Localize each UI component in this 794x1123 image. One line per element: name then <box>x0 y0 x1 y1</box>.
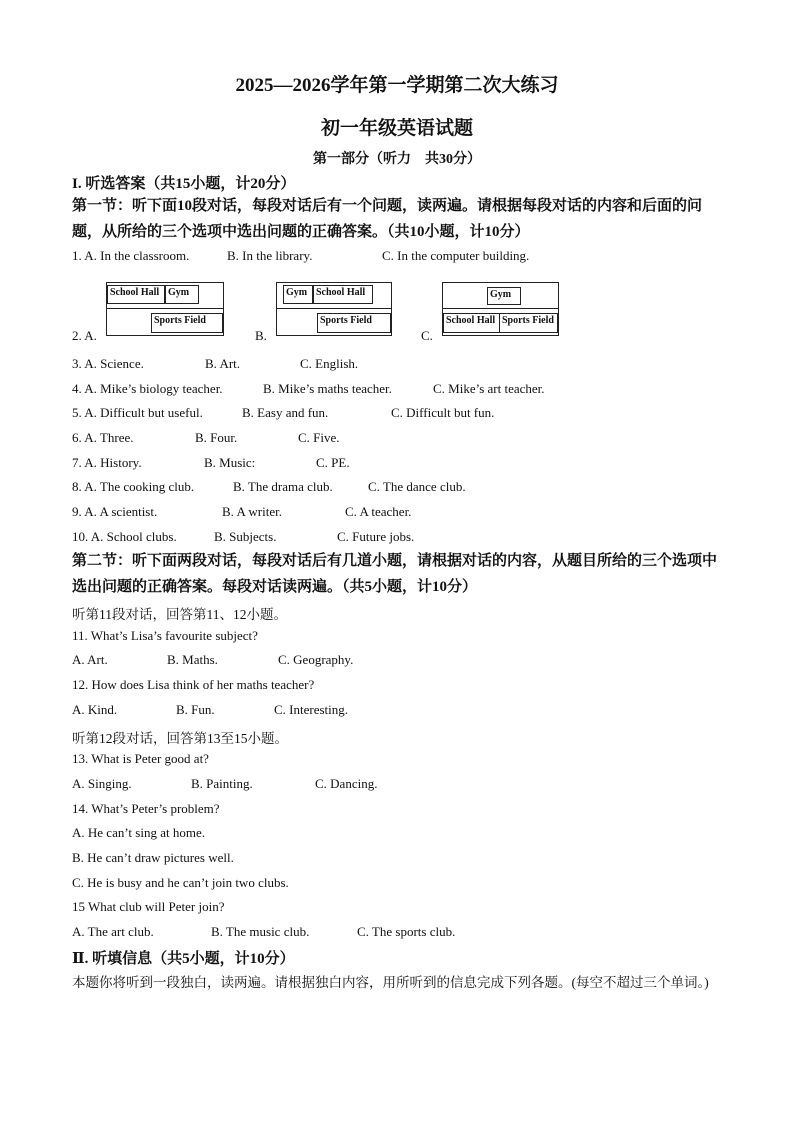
q8-option-c: C. The dance club. <box>368 479 466 494</box>
map-c-school-hall: School Hall <box>443 313 501 333</box>
q13-stem: 13. What is Peter good at? <box>72 751 209 766</box>
q2-option-b: B. <box>255 328 267 343</box>
exam-subtitle: 初一年级英语试题 <box>320 118 473 139</box>
q11-option-b: B. Maths. <box>167 652 218 667</box>
q5-option-c: C. Difficult but fun. <box>391 405 495 420</box>
map-c-sports-field: Sports Field <box>499 313 558 333</box>
q1-option-c: C. In the computer building. <box>382 248 530 263</box>
q12-option-b: B. Fun. <box>176 702 215 717</box>
q14-option-c: C. He is busy and he can’t join two clubs. <box>72 875 289 890</box>
map-a-school-hall: School Hall <box>107 285 165 304</box>
map-option-b <box>276 282 392 336</box>
q13-option-c: C. Dancing. <box>315 776 378 791</box>
q15-option-a: A. The art club. <box>72 924 154 939</box>
map-b-gym: Gym <box>283 285 313 304</box>
q14-option-a: A. He can’t sing at home. <box>72 825 205 840</box>
q2-option-a: 2. A. <box>72 328 97 343</box>
q4-option-a: 4. A. Mike’s biology teacher. <box>72 381 223 396</box>
q15-option-c: C. The sports club. <box>357 924 456 939</box>
q6-option-c: C. Five. <box>298 430 340 445</box>
q12-stem: 12. How does Lisa think of her maths teacher? <box>72 677 315 692</box>
q4-option-c: C. Mike’s art teacher. <box>433 381 545 396</box>
q1-option-a: 1. A. In the classroom. <box>72 248 190 263</box>
q3-option-a: 3. A. Science. <box>72 356 144 371</box>
section1-sub2-instructions: 第二节：听下面两段对话，每段对话后有几道小题，请根据对话的内容，从题目所给的三个选项中选出问题的正确答案。每段对话读两遍。（共5小题，计10分） <box>72 553 718 595</box>
q14-option-b: B. He can’t draw pictures well. <box>72 850 234 865</box>
q5-option-b: B. Easy and fun. <box>242 405 329 420</box>
q12-option-c: C. Interesting. <box>274 702 349 717</box>
map-c-gym: Gym <box>487 287 521 305</box>
q7-option-a: 7. A. History. <box>72 455 142 470</box>
map-option-a <box>106 282 224 336</box>
section1-heading: I. 听选答案（共15小题，计20分） <box>72 176 296 192</box>
map-b-sports-field: Sports Field <box>317 313 391 333</box>
q7-option-c: C. PE. <box>316 455 350 470</box>
q11-option-c: C. Geography. <box>278 652 354 667</box>
q8-option-b: B. The drama club. <box>233 479 333 494</box>
q12-option-a: A. Kind. <box>72 702 118 717</box>
dialogue12-intro: 听第12段对话，回答第13至15小题。 <box>72 731 288 746</box>
q2-option-c: C. <box>421 328 433 343</box>
map-a-gym: Gym <box>165 285 199 304</box>
q4-option-b: B. Mike’s maths teacher. <box>263 381 392 396</box>
exam-title: 2025—2026学年第一学期第二次大练习 <box>235 75 559 96</box>
q15-option-b: B. The music club. <box>211 924 310 939</box>
q13-option-b: B. Painting. <box>191 776 253 791</box>
q7-option-b: B. Music: <box>204 455 256 470</box>
q8-option-a: 8. A. The cooking club. <box>72 479 195 494</box>
q3-option-c: C. English. <box>300 356 359 371</box>
dialogue11-intro: 听第11段对话，回答第11、12小题。 <box>72 607 287 622</box>
part-heading: 第一部分（听力 共30分） <box>313 152 481 167</box>
section2-heading: Ⅱ. 听填信息（共5小题，计10分） <box>72 951 295 967</box>
map-a-sports-field: Sports Field <box>151 313 223 333</box>
q9-option-c: C. A teacher. <box>345 504 412 519</box>
q10-option-c: C. Future jobs. <box>337 529 415 544</box>
q11-option-a: A. Art. <box>72 652 108 667</box>
q15-stem: 15 What club will Peter join? <box>72 899 225 914</box>
q9-option-a: 9. A. A scientist. <box>72 504 158 519</box>
q6-option-b: B. Four. <box>195 430 238 445</box>
q14-stem: 14. What’s Peter’s problem? <box>72 801 220 816</box>
section2-instructions: 本题你将听到一段独白，读两遍。请根据独白内容，用所听到的信息完成下列各题。(每空不超过三个单词。) <box>72 975 709 990</box>
q10-option-a: 10. A. School clubs. <box>72 529 177 544</box>
map-option-c <box>442 282 559 336</box>
q11-stem: 11. What’s Lisa’s favourite subject? <box>72 628 258 643</box>
q5-option-a: 5. A. Difficult but useful. <box>72 405 203 420</box>
section1-sub1-instructions: 第一节：听下面10段对话，每段对话后有一个问题，读两遍。请根据每段对话的内容和后面的问题，从所给的三个选项中选出问题的正确答案。（共10小题，计10分） <box>72 198 703 240</box>
q6-option-a: 6. A. Three. <box>72 430 134 445</box>
q3-option-b: B. Art. <box>205 356 241 371</box>
q1-option-b: B. In the library. <box>227 248 313 263</box>
q13-option-a: A. Singing. <box>72 776 132 791</box>
q9-option-b: B. A writer. <box>222 504 282 519</box>
map-b-school-hall: School Hall <box>313 285 373 304</box>
q10-option-b: B. Subjects. <box>214 529 277 544</box>
